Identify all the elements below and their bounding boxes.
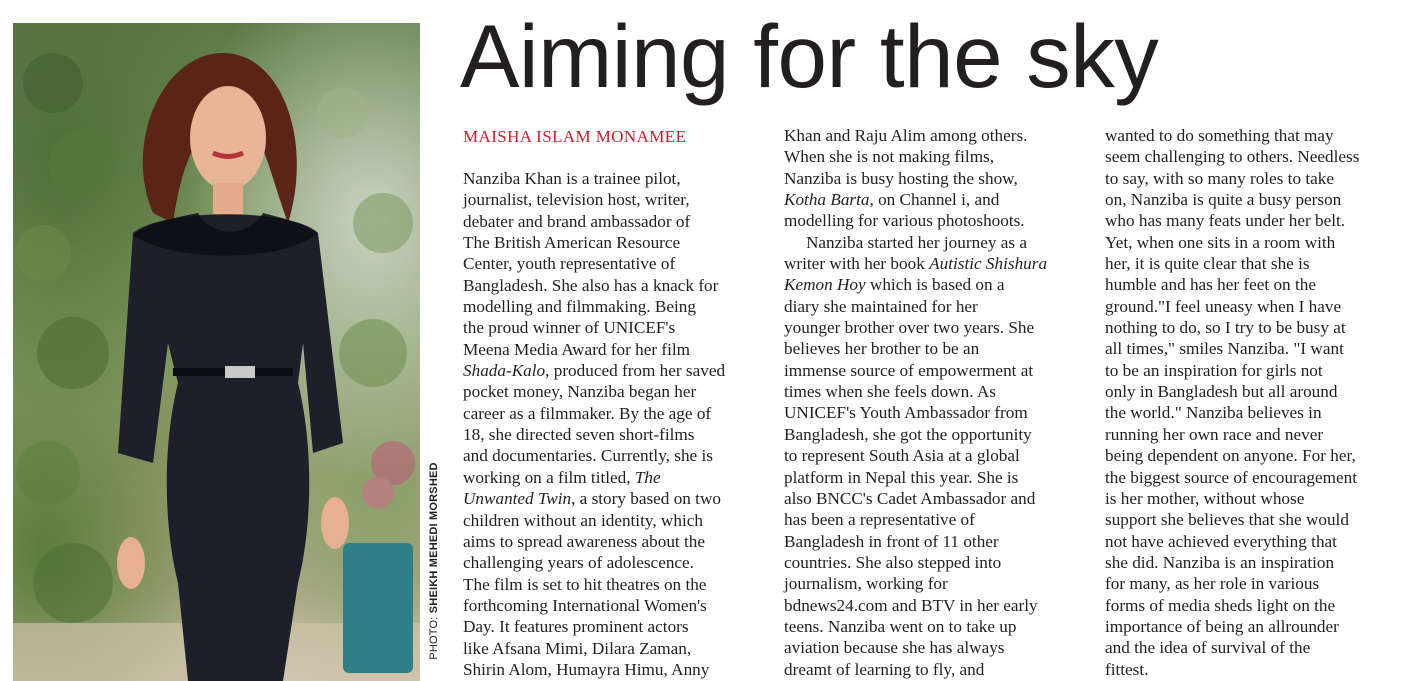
article-line: younger brother over two years. She bbox=[784, 318, 1035, 338]
article-line: diary she maintained for her bbox=[784, 296, 978, 316]
article-line: Yet, when one sits in a room with bbox=[1105, 232, 1336, 252]
article-line: the world." Nanziba believes in bbox=[1105, 403, 1322, 423]
article-line: who has many feats under her belt. bbox=[1105, 211, 1346, 231]
article-line: Unwanted Twin, a story based on two bbox=[463, 489, 721, 509]
article-line: challenging years of adolescence. bbox=[463, 553, 694, 573]
article-line: Bangladesh. She also has a knack for bbox=[463, 275, 719, 295]
article-line: Shada-Kalo, produced from her saved bbox=[463, 361, 726, 381]
photo-credit-label: PHOTO: bbox=[428, 613, 440, 660]
article-line: platform in Nepal this year. She is bbox=[784, 467, 1019, 487]
article-line: writer with her book Autistic Shishura bbox=[784, 254, 1048, 274]
article-line: on, Nanziba is quite a busy person bbox=[1105, 190, 1342, 210]
article-line: teens. Nanziba went on to take up bbox=[784, 616, 1017, 636]
article-line: Khan and Raju Alim among others. bbox=[784, 126, 1028, 145]
article-line: countries. She also stepped into bbox=[784, 552, 1002, 572]
article-line: aviation because she has always bbox=[784, 638, 1005, 658]
portrait-illustration bbox=[13, 23, 420, 681]
article-line: and documentaries. Currently, she is bbox=[463, 446, 713, 466]
article-line: all times," smiles Nanziba. "I want bbox=[1105, 339, 1344, 359]
page-margin bbox=[1408, 0, 1420, 681]
article-line: modelling and filmmaking. Being bbox=[463, 297, 696, 317]
article-line: Nanziba is busy hosting the show, bbox=[784, 168, 1018, 188]
article-line: seem challenging to others. Needless bbox=[1105, 147, 1360, 167]
article-line: ground."I feel uneasy when I have bbox=[1105, 296, 1342, 316]
article-line: importance of being an allrounder bbox=[1105, 616, 1339, 636]
article-line: debater and brand ambassador of bbox=[463, 211, 691, 231]
article-line: The film is set to hit theatres on the bbox=[463, 574, 707, 594]
italic-title: Shada-Kalo bbox=[463, 361, 546, 381]
article-line: like Afsana Mimi, Dilara Zaman, bbox=[463, 638, 692, 658]
article-line: being dependent on anyone. For her, bbox=[1105, 446, 1356, 466]
portrait-photo bbox=[13, 23, 420, 681]
article-line: the proud winner of UNICEF's bbox=[463, 318, 676, 338]
article-line: fittest. bbox=[1105, 659, 1149, 679]
headline: Aiming for the sky bbox=[460, 6, 1159, 106]
article-line: running her own race and never bbox=[1105, 424, 1324, 444]
article-line: children without an identity, which bbox=[463, 510, 703, 530]
article-line: to be an inspiration for girls not bbox=[1105, 360, 1323, 380]
article-line: pocket money, Nanziba began her bbox=[463, 382, 697, 402]
article-line: Bangladesh, she got the opportunity bbox=[784, 424, 1032, 444]
article-line: Nanziba started her journey as a bbox=[806, 232, 1027, 252]
article-line: dreamt of learning to fly, and bbox=[784, 659, 985, 679]
article-line: the biggest source of encouragement bbox=[1105, 467, 1357, 487]
article-line: immense source of empowerment at bbox=[784, 360, 1034, 380]
article-line: When she is not making films, bbox=[784, 147, 995, 167]
article-line: UNICEF's Youth Ambassador from bbox=[784, 403, 1028, 423]
article-line: also BNCC's Cadet Ambassador and bbox=[784, 488, 1036, 508]
italic-title: The bbox=[634, 467, 661, 487]
article-line: believes her brother to be an bbox=[784, 339, 980, 359]
article-line: Kotha Barta, on Channel i, and bbox=[784, 190, 1000, 210]
article-line: Nanziba Khan is a trainee pilot, bbox=[463, 169, 681, 188]
article-column-2 bbox=[784, 125, 1089, 680]
article-line: journalism, working for bbox=[784, 574, 948, 594]
photo-credit bbox=[427, 442, 441, 680]
article-line: support she believes that she would bbox=[1105, 510, 1349, 530]
article-line: modelling for various photoshoots. bbox=[784, 211, 1025, 231]
article-line: The British American Resource bbox=[463, 233, 681, 253]
article-line: Kemon Hoy which is based on a bbox=[784, 275, 1005, 295]
byline: MAISHA ISLAM MONAMEE bbox=[463, 127, 687, 146]
article-line: not have achieved everything that bbox=[1105, 531, 1337, 551]
article-line: nothing to do, so I try to be busy at bbox=[1105, 318, 1346, 338]
article-line: Shirin Alom, Humayra Himu, Anny bbox=[463, 659, 710, 679]
article-line: working on a film titled, The bbox=[463, 467, 661, 487]
article-line: journalist, television host, writer, bbox=[463, 190, 690, 210]
article-line: times when she feels down. As bbox=[784, 382, 996, 402]
article-line: Bangladesh in front of 11 other bbox=[784, 531, 999, 551]
article-line: wanted to do something that may bbox=[1105, 126, 1334, 145]
article-line: to represent South Asia at a global bbox=[784, 446, 1020, 466]
article-column-3 bbox=[1105, 125, 1410, 680]
italic-title: Kemon Hoy bbox=[784, 275, 866, 295]
photo-credit-name: SHEIKH MEHEDI MORSHED bbox=[428, 462, 440, 614]
article-line: is her mother, without whose bbox=[1105, 488, 1305, 508]
article-line: has been a representative of bbox=[784, 510, 975, 530]
article-line: her, it is quite clear that she is bbox=[1105, 254, 1310, 274]
article-line: Day. It features prominent actors bbox=[463, 617, 689, 637]
article-line: and the idea of survival of the bbox=[1105, 638, 1311, 658]
article-line: she did. Nanziba is an inspiration bbox=[1105, 552, 1335, 572]
article-line: only in Bangladesh but all around bbox=[1105, 382, 1338, 402]
italic-title: Kotha Barta bbox=[784, 190, 870, 210]
article-line: humble and has her feet on the bbox=[1105, 275, 1316, 295]
italic-title: Autistic Shishura bbox=[929, 254, 1048, 274]
article-line: to say, with so many roles to take bbox=[1105, 168, 1334, 188]
article-line: Meena Media Award for her film bbox=[463, 339, 691, 359]
article-line: 18, she directed seven short-films bbox=[463, 425, 695, 445]
article-column-1 bbox=[463, 168, 768, 680]
article-line: for many, as her role in various bbox=[1105, 574, 1320, 594]
article-line: forthcoming International Women's bbox=[463, 595, 707, 615]
article-line: career as a filmmaker. By the age of bbox=[463, 403, 712, 423]
article-line: Center, youth representative of bbox=[463, 254, 676, 274]
article-line: aims to spread awareness about the bbox=[463, 531, 705, 551]
article-line: forms of media sheds light on the bbox=[1105, 595, 1336, 615]
article-line: bdnews24.com and BTV in her early bbox=[784, 595, 1038, 615]
italic-title: Unwanted Twin bbox=[463, 489, 572, 509]
